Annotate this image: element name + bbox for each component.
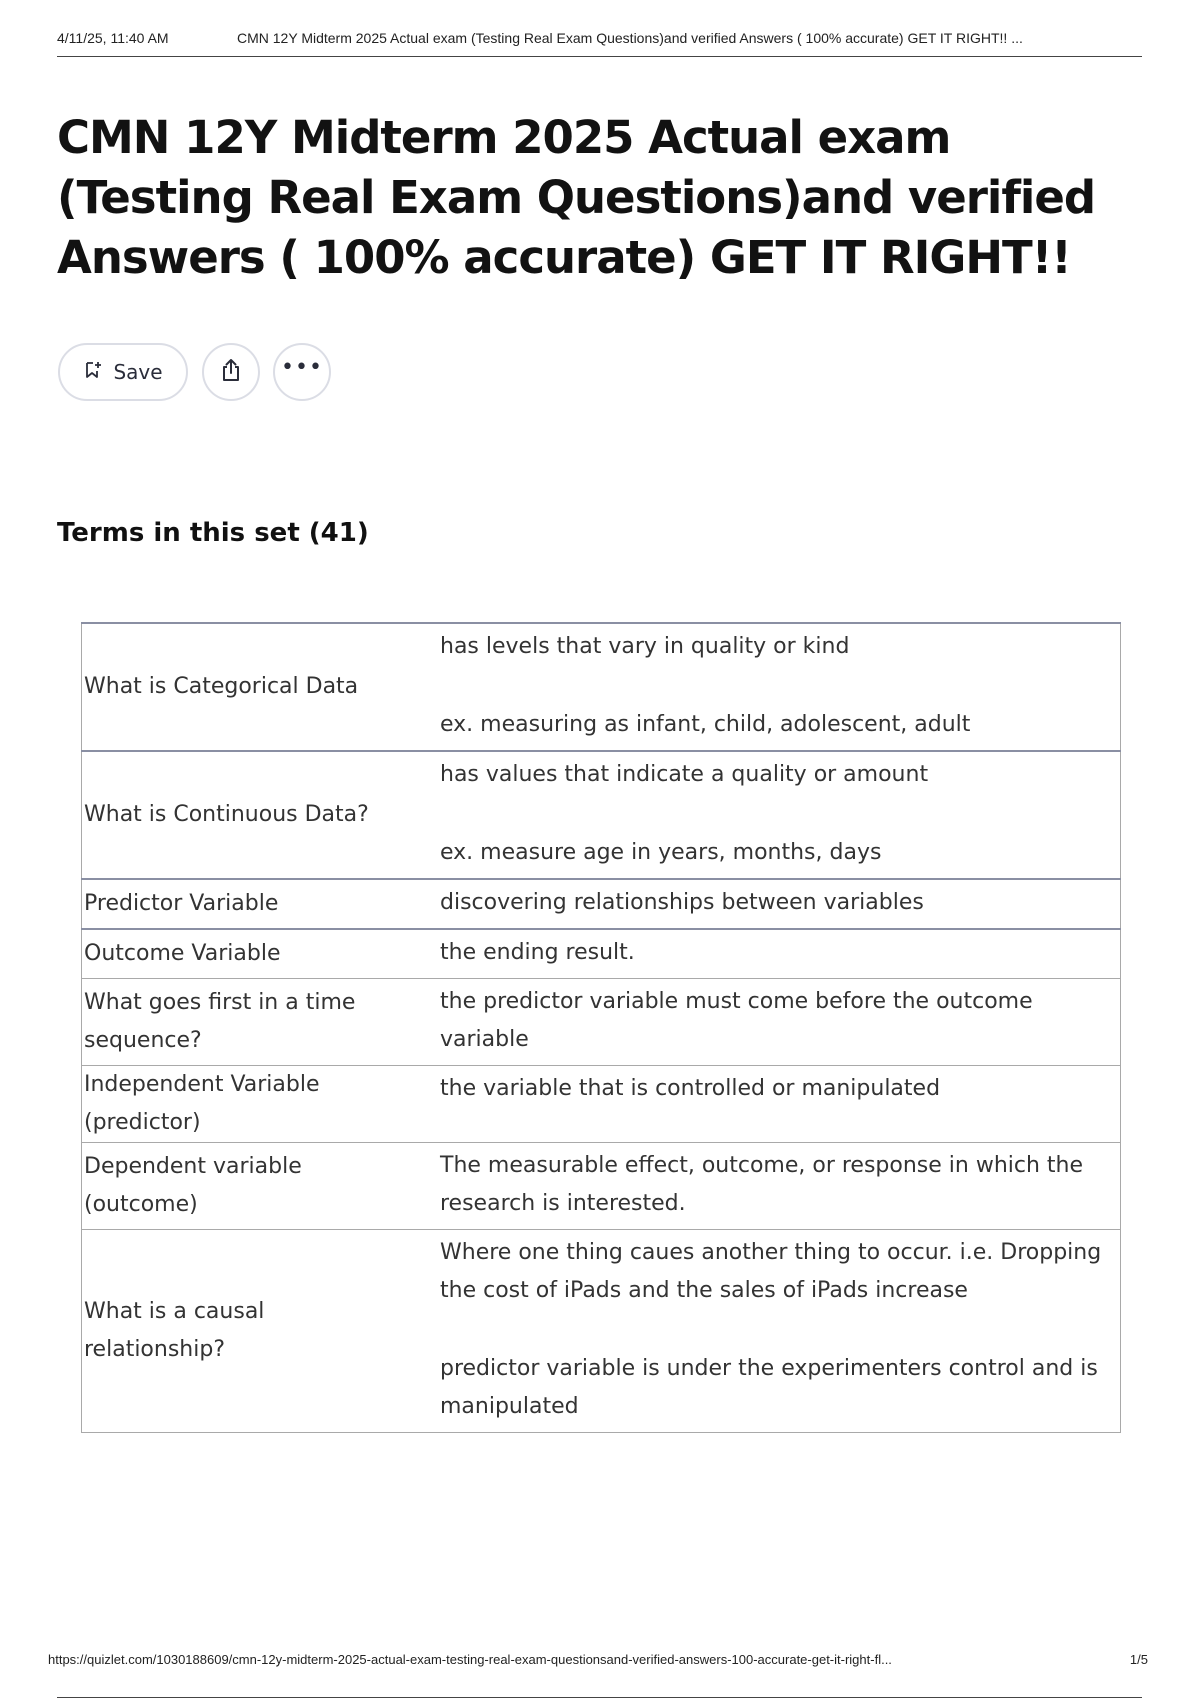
- definition-cell: [394, 1066, 1121, 1143]
- definition-gap: [440, 666, 1120, 706]
- term-text: Independent Variable (predictor): [84, 1072, 320, 1135]
- definition-line: the ending result.: [440, 940, 635, 965]
- print-date: 4/11/25, 11:40 AM: [57, 30, 169, 46]
- definition-line: the variable that is controlled or manipulated: [440, 1076, 941, 1101]
- definition-line: Where one thing caues another thing to occur. i.e. Dropping the cost of iPads and the sales of iPads increase: [440, 1240, 1102, 1303]
- print-doc-title: CMN 12Y Midterm 2025 Actual exam (Testing Real Exam Questions)and verified Answers ( 100% accurate) GET IT RIGHT!! ...: [237, 30, 1023, 46]
- term-cell: [82, 929, 395, 979]
- term-cell: [82, 1230, 395, 1433]
- footer-rule: [57, 1697, 1142, 1698]
- table-row: [82, 623, 1121, 751]
- terms-table: [81, 622, 1121, 1433]
- definition-cell: [394, 1143, 1121, 1230]
- save-button[interactable]: [58, 343, 188, 401]
- terms-heading: Terms in this set (41): [57, 518, 369, 548]
- definition-cell: [394, 979, 1121, 1066]
- term-cell: [82, 751, 395, 879]
- share-icon: [218, 357, 244, 387]
- term-cell: [82, 879, 395, 929]
- definition-cell: [394, 929, 1121, 979]
- table-row: [82, 879, 1121, 929]
- term-text: What is Categorical Data: [84, 674, 359, 699]
- term-text: What is Continuous Data?: [84, 802, 369, 827]
- more-icon: •••: [281, 355, 323, 380]
- definition-line: The measurable effect, outcome, or response in which the research is interested.: [440, 1153, 1084, 1216]
- definition-line: has values that indicate a quality or amount: [440, 762, 929, 787]
- table-row: [82, 751, 1121, 879]
- save-label: Save: [113, 360, 163, 384]
- term-cell: [82, 623, 395, 751]
- table-row: [82, 1230, 1121, 1433]
- print-url: https://quizlet.com/1030188609/cmn-12y-midterm-2025-actual-exam-testing-real-exam-questionsand-verified-answers-100-accurate-get-it-right-fl...: [48, 1652, 892, 1667]
- print-header: [57, 30, 1142, 46]
- term-text: Dependent variable (outcome): [84, 1154, 302, 1217]
- term-cell: [82, 1066, 395, 1143]
- action-bar: [58, 343, 331, 401]
- table-row: [82, 1143, 1121, 1230]
- definition-line: ex. measuring as infant, child, adolescent, adult: [440, 712, 971, 737]
- print-footer: [48, 1652, 1148, 1667]
- page-title: CMN 12Y Midterm 2025 Actual exam (Testing Real Exam Questions)and verified Answers ( 100% accurate) GET IT RIGHT!!: [57, 111, 1096, 284]
- page-number: 1/5: [1129, 1652, 1148, 1667]
- bookmark-add-icon: [83, 360, 103, 385]
- header-rule: [57, 56, 1142, 57]
- definition-gap: [440, 794, 1120, 834]
- term-cell: [82, 1143, 395, 1230]
- share-button[interactable]: [202, 343, 260, 401]
- table-row: [82, 1066, 1121, 1143]
- definition-line: predictor variable is under the experimenters control and is manipulated: [440, 1356, 1098, 1419]
- term-text: What goes first in a time sequence?: [84, 990, 356, 1053]
- definition-line: the predictor variable must come before the outcome variable: [440, 989, 1033, 1052]
- more-options-button[interactable]: [273, 343, 331, 401]
- table-row: [82, 929, 1121, 979]
- definition-cell: [394, 879, 1121, 929]
- definition-line: ex. measure age in years, months, days: [440, 840, 882, 865]
- term-text: What is a causal relationship?: [84, 1299, 265, 1362]
- definition-cell: [394, 623, 1121, 751]
- definition-line: has levels that vary in quality or kind: [440, 634, 850, 659]
- definition-gap: [440, 1310, 1120, 1350]
- definition-line: discovering relationships between variables: [440, 890, 924, 915]
- definition-cell: [394, 1230, 1121, 1433]
- table-row: [82, 979, 1121, 1066]
- term-text: Outcome Variable: [84, 941, 281, 966]
- definition-cell: [394, 751, 1121, 879]
- term-cell: [82, 979, 395, 1066]
- term-text: Predictor Variable: [84, 891, 279, 916]
